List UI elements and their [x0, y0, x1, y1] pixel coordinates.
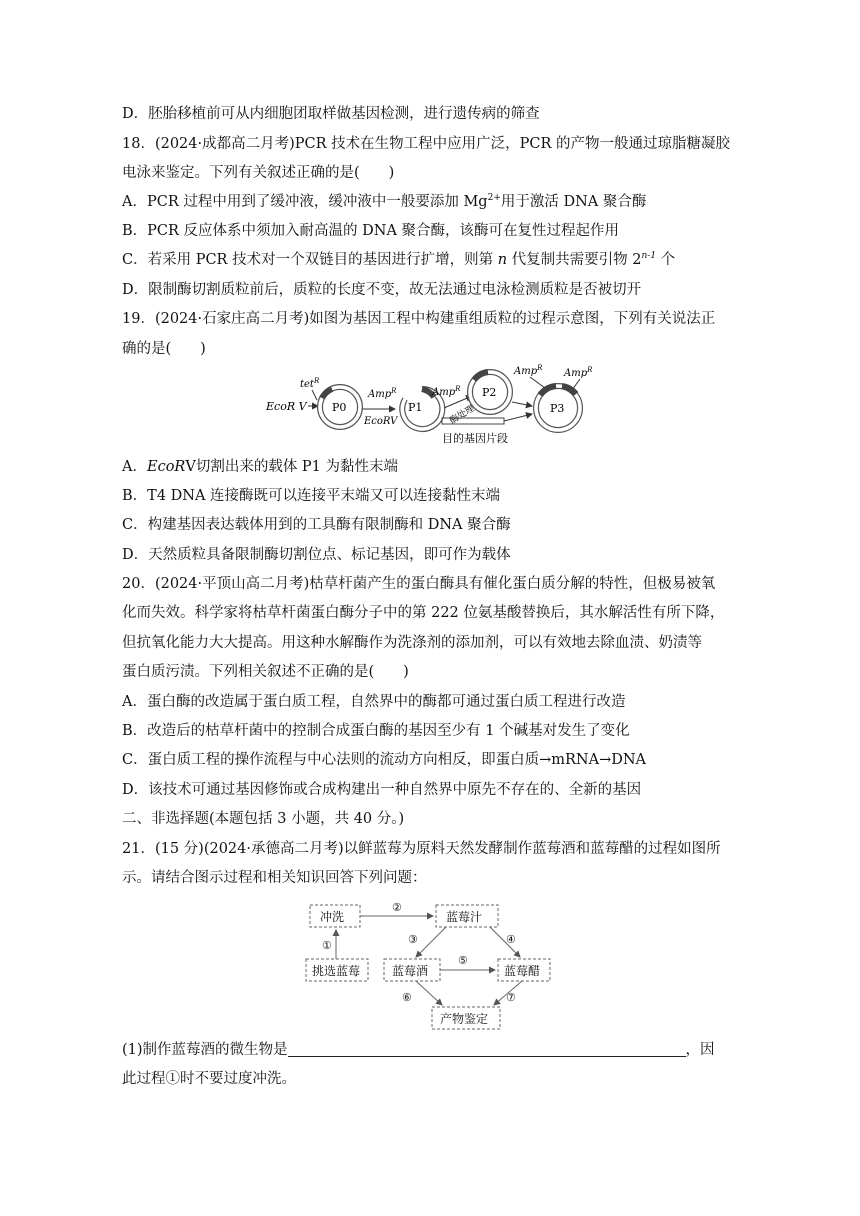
- q18-option-b: B．PCR 反应体系中须加入耐高温的 DNA 聚合酶，该酶可在复性过程起作用: [122, 223, 620, 239]
- plasmid-p2: [470, 372, 510, 412]
- q18-option-d: D．限制酶切割质粒前后，质粒的长度不变，故无法通过电泳检测质粒是否被切开: [122, 282, 642, 298]
- q18-stem-line1: 18．(2024·成都高二月考)PCR 技术在生物工程中应用广泛，PCR 的产物一般通过琼脂糖凝胶: [122, 136, 731, 152]
- q18-option-c-n: n: [497, 252, 508, 268]
- q18-stem-line2: 电泳来鉴定。下列有关叙述正确的是( ): [122, 165, 395, 181]
- amp-label-2: Amp$^R$: [432, 385, 461, 398]
- q21-stem-line1: 21．(15 分)(2024·承德高二月考)以鲜蓝莓为原料天然发酵制作蓝莓酒和蓝莓醋的过程如图所: [122, 841, 721, 857]
- ecorv-arrow-label: EcoRV: [364, 416, 398, 427]
- q18-option-a-text: A．PCR 过程中用到了缓冲液，缓冲液中一般要添加 Mg: [122, 194, 488, 210]
- q20-stem-line4: 蛋白质污渍。下列相关叙述不正确的是( ): [122, 664, 409, 680]
- step-5-label: ⑤: [458, 954, 468, 967]
- q18-option-a-tail: 用于激活 DNA 聚合酶: [500, 194, 647, 210]
- q17-option-d: D．胚胎移植前可从内细胞团取样做基因检测，进行遗传病的筛查: [122, 106, 540, 122]
- arrow-p2-p3: [512, 402, 532, 406]
- q21-sub1-answer-blank[interactable]: [288, 1040, 686, 1057]
- q19-stem-line2: 确的是( ): [122, 341, 206, 357]
- q18-option-a: [122, 192, 742, 212]
- step-6-label: ⑥: [402, 991, 412, 1004]
- q20-option-d: D．该技术可通过基因修饰或合成构建出一种自然界中原先不存在的、全新的基因: [122, 782, 642, 798]
- plasmid-p0: [320, 387, 360, 427]
- q18-option-c-sup: n-1: [641, 251, 657, 261]
- q19-option-b: B．T4 DNA 连接酶既可以连接平末端又可以连接黏性末端: [122, 488, 501, 504]
- box-wash-label: 冲洗: [320, 910, 345, 924]
- ecorv-left-label: EcoR V: [266, 400, 307, 413]
- box-vinegar-label: 蓝莓醋: [504, 964, 541, 978]
- q19-option-a-ecor: EcoR: [146, 459, 186, 475]
- amp-label-4: Amp$^R$: [564, 366, 593, 379]
- amp-label-3: Amp$^R$: [514, 364, 543, 377]
- tet-label: tet$^R$: [300, 377, 320, 390]
- step-2-label: ②: [392, 901, 402, 914]
- tet-pointer: [312, 390, 317, 400]
- p2-label: P2: [482, 386, 497, 399]
- q18-option-c-mid: 代复制共需要引物 2: [507, 252, 642, 268]
- q20-stem-line1: 20．(2024·平顶山高二月考)枯草杆菌产生的蛋白酶具有催化蛋白质分解的特性，但极易被氧: [122, 576, 716, 592]
- q21-stem-line2: 示。请结合图示过程和相关知识回答下列问题：: [122, 870, 427, 886]
- q18-option-c-tail: 个: [656, 252, 676, 268]
- q19-option-d: D．天然质粒具备限制酶切割位点、标记基因，即可作为载体: [122, 547, 511, 563]
- amp3-pointer: [530, 377, 545, 388]
- q20-option-c: C．蛋白质工程的操作流程与中心法则的流动方向相反，即蛋白质→mRNA→DNA: [122, 752, 647, 768]
- blueberry-process-flowchart: [300, 893, 556, 1035]
- plasmid-construction-figure: [262, 362, 604, 448]
- q20-stem-line2: 化而失效。科学家将枯草杆菌蛋白酶分子中的第 222 位氨基酸替换后，其水解活性有所下降，: [122, 605, 725, 621]
- q21-sub1-line1: [122, 1040, 742, 1060]
- q20-option-b: B．改造后的枯草杆菌中的控制合成蛋白酶的基因至少有 1 个碱基对发生了变化: [122, 723, 630, 739]
- p3-label: P3: [550, 402, 565, 415]
- p0-label: P0: [332, 401, 347, 414]
- q19-option-a-letter: A．: [122, 459, 147, 475]
- q18-option-a-sup: 2+: [487, 193, 501, 203]
- q19-option-a-text: Ⅴ切割出来的载体 P1 为黏性末端: [185, 459, 399, 475]
- q21-sub1-tail: ，因: [685, 1042, 715, 1058]
- step-4-label: ④: [506, 933, 516, 946]
- amp-label-1: Amp$^R$: [368, 387, 397, 400]
- step-1-label: ①: [322, 939, 332, 952]
- box-select-label: 挑选蓝莓: [312, 964, 361, 978]
- box-identify-label: 产物鉴定: [440, 1012, 489, 1026]
- box-wine-label: 蓝莓酒: [392, 964, 429, 978]
- q21-sub1-line2: 此过程①时不要过度冲洗。: [122, 1071, 296, 1087]
- q21-sub1-text: (1)制作蓝莓酒的微生物是: [122, 1042, 288, 1058]
- q20-stem-line3: 但抗氧化能力大大提高。用这种水解酶作为洗涤剂的添加剂，可以有效地去除血渍、奶渍等: [122, 635, 702, 651]
- q19-option-c: C．构建基因表达载体用到的工具酶有限制酶和 DNA 聚合酶: [122, 517, 511, 533]
- p1-label: P1: [408, 401, 423, 414]
- target-fragment-label: 目的基因片段: [442, 432, 508, 445]
- q19-option-a: [122, 457, 742, 477]
- box-juice-label: 蓝莓汁: [446, 910, 483, 924]
- q19-stem-line1: 19．(2024·石家庄高二月考)如图为基因工程中构建重组质粒的过程示意图，下列有关说法正: [122, 311, 716, 327]
- arrow-6: [416, 981, 442, 1005]
- q20-option-a: A．蛋白酶的改造属于蛋白质工程，自然界中的酶都可通过蛋白质工程进行改造: [122, 694, 626, 710]
- q18-option-c: [122, 250, 742, 270]
- arrow-fragment-p3: [504, 414, 532, 421]
- section2-title: 二、非选择题(本题包括 3 小题，共 40 分。): [122, 811, 405, 827]
- plasmid-p3: [536, 386, 580, 430]
- enzyme-treat-label: 酶处理: [448, 403, 477, 427]
- arrow-3: [416, 927, 446, 957]
- q18-option-c-text: C．若采用 PCR 技术对一个双链目的基因进行扩增，则第: [122, 252, 498, 268]
- step-3-label: ③: [408, 933, 418, 946]
- step-7-label: ⑦: [506, 991, 516, 1004]
